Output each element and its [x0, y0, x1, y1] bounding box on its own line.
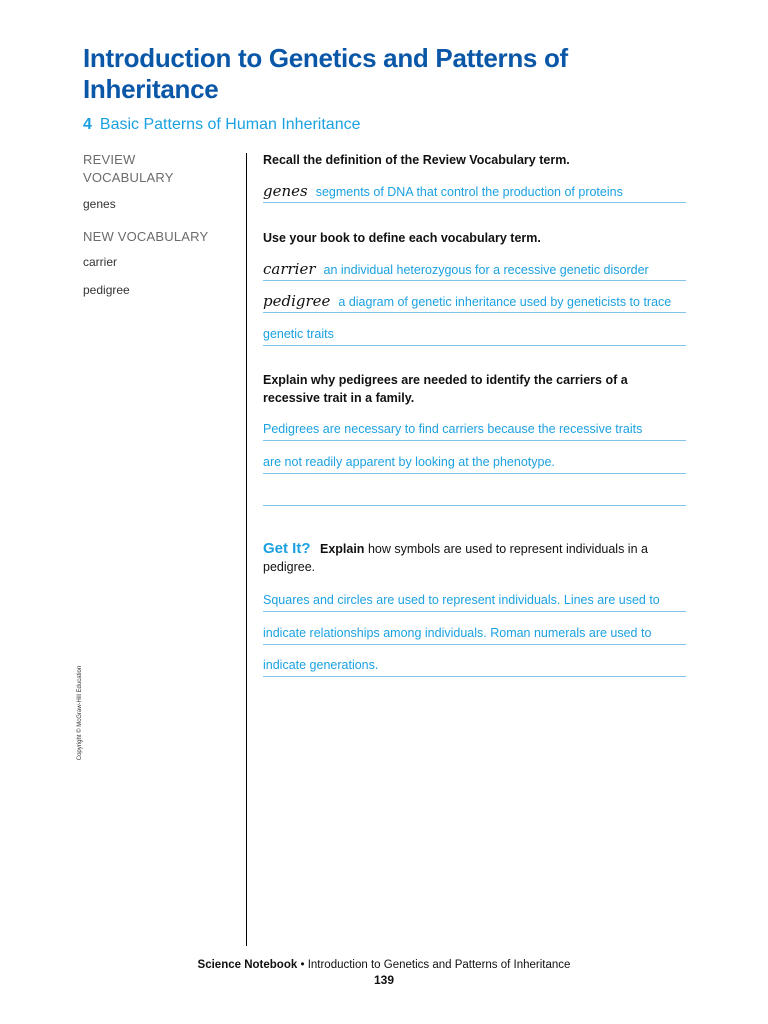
explain-answer-line-1[interactable]: Pedigrees are necessary to find carriers because the recessive traits: [263, 418, 686, 441]
get-it-label: Get It?: [263, 540, 311, 557]
explain-answer-line-3[interactable]: [263, 483, 686, 506]
definition-genes: segments of DNA that control the production of proteins: [315, 185, 623, 199]
get-it-prompt-text: how symbols are used to represent individuals in a pedigree.: [263, 542, 648, 574]
answer-line-pedigree-continued[interactable]: genetic traits: [263, 323, 686, 346]
get-it-answer-line-1[interactable]: Squares and circles are used to represent individuals. Lines are used to: [263, 589, 686, 612]
copyright-notice: Copyright © McGraw-Hill Education: [77, 665, 83, 761]
answer-line-carrier[interactable]: [263, 258, 686, 281]
get-it-prompt: [263, 540, 688, 576]
get-it-verb: Explain: [319, 542, 365, 556]
page-title: Introduction to Genetics and Patterns of Inheritance: [83, 43, 568, 104]
get-it-answer-line-3[interactable]: indicate generations.: [263, 654, 686, 677]
new-term-carrier: carrier: [83, 255, 118, 269]
get-it-answer-line-2[interactable]: indicate relationships among individuals. Roman numerals are used to: [263, 622, 686, 645]
definition-carrier: an individual heterozygous for a recessive genetic disorder: [323, 263, 649, 277]
lesson-subtitle: [83, 115, 360, 135]
lesson-number: 4: [83, 116, 92, 133]
explain-prompt: Explain why pedigrees are needed to identify the carriers of a recessive trait in a family.: [263, 373, 628, 405]
term-pedigree: pedigree: [263, 292, 331, 310]
review-vocabulary-heading: REVIEW VOCABULARY: [83, 152, 174, 185]
review-prompt: Recall the definition of the Review Vocabulary term.: [263, 153, 570, 167]
new-term-pedigree: pedigree: [83, 283, 130, 297]
page-number: 139: [373, 973, 395, 987]
term-genes: genes: [263, 182, 308, 200]
footer-separator: •: [300, 959, 305, 971]
page-footer: [0, 958, 768, 988]
new-vocab-prompt: Use your book to define each vocabulary term.: [263, 231, 541, 245]
answer-line-genes[interactable]: [263, 180, 686, 203]
term-carrier: carrier: [263, 260, 316, 278]
review-term-genes: genes: [83, 197, 116, 211]
answer-line-pedigree[interactable]: [263, 290, 686, 313]
column-divider: [246, 153, 247, 946]
new-vocabulary-heading: NEW VOCABULARY: [83, 229, 209, 244]
definition-pedigree: a diagram of genetic inheritance used by geneticists to trace: [338, 295, 672, 309]
explain-answer-line-2[interactable]: are not readily apparent by looking at the phenotype.: [263, 451, 686, 474]
footer-book-name: Science Notebook: [197, 959, 298, 971]
footer-chapter: Introduction to Genetics and Patterns of Inheritance: [307, 959, 571, 971]
lesson-name: Basic Patterns of Human Inheritance: [99, 116, 361, 133]
